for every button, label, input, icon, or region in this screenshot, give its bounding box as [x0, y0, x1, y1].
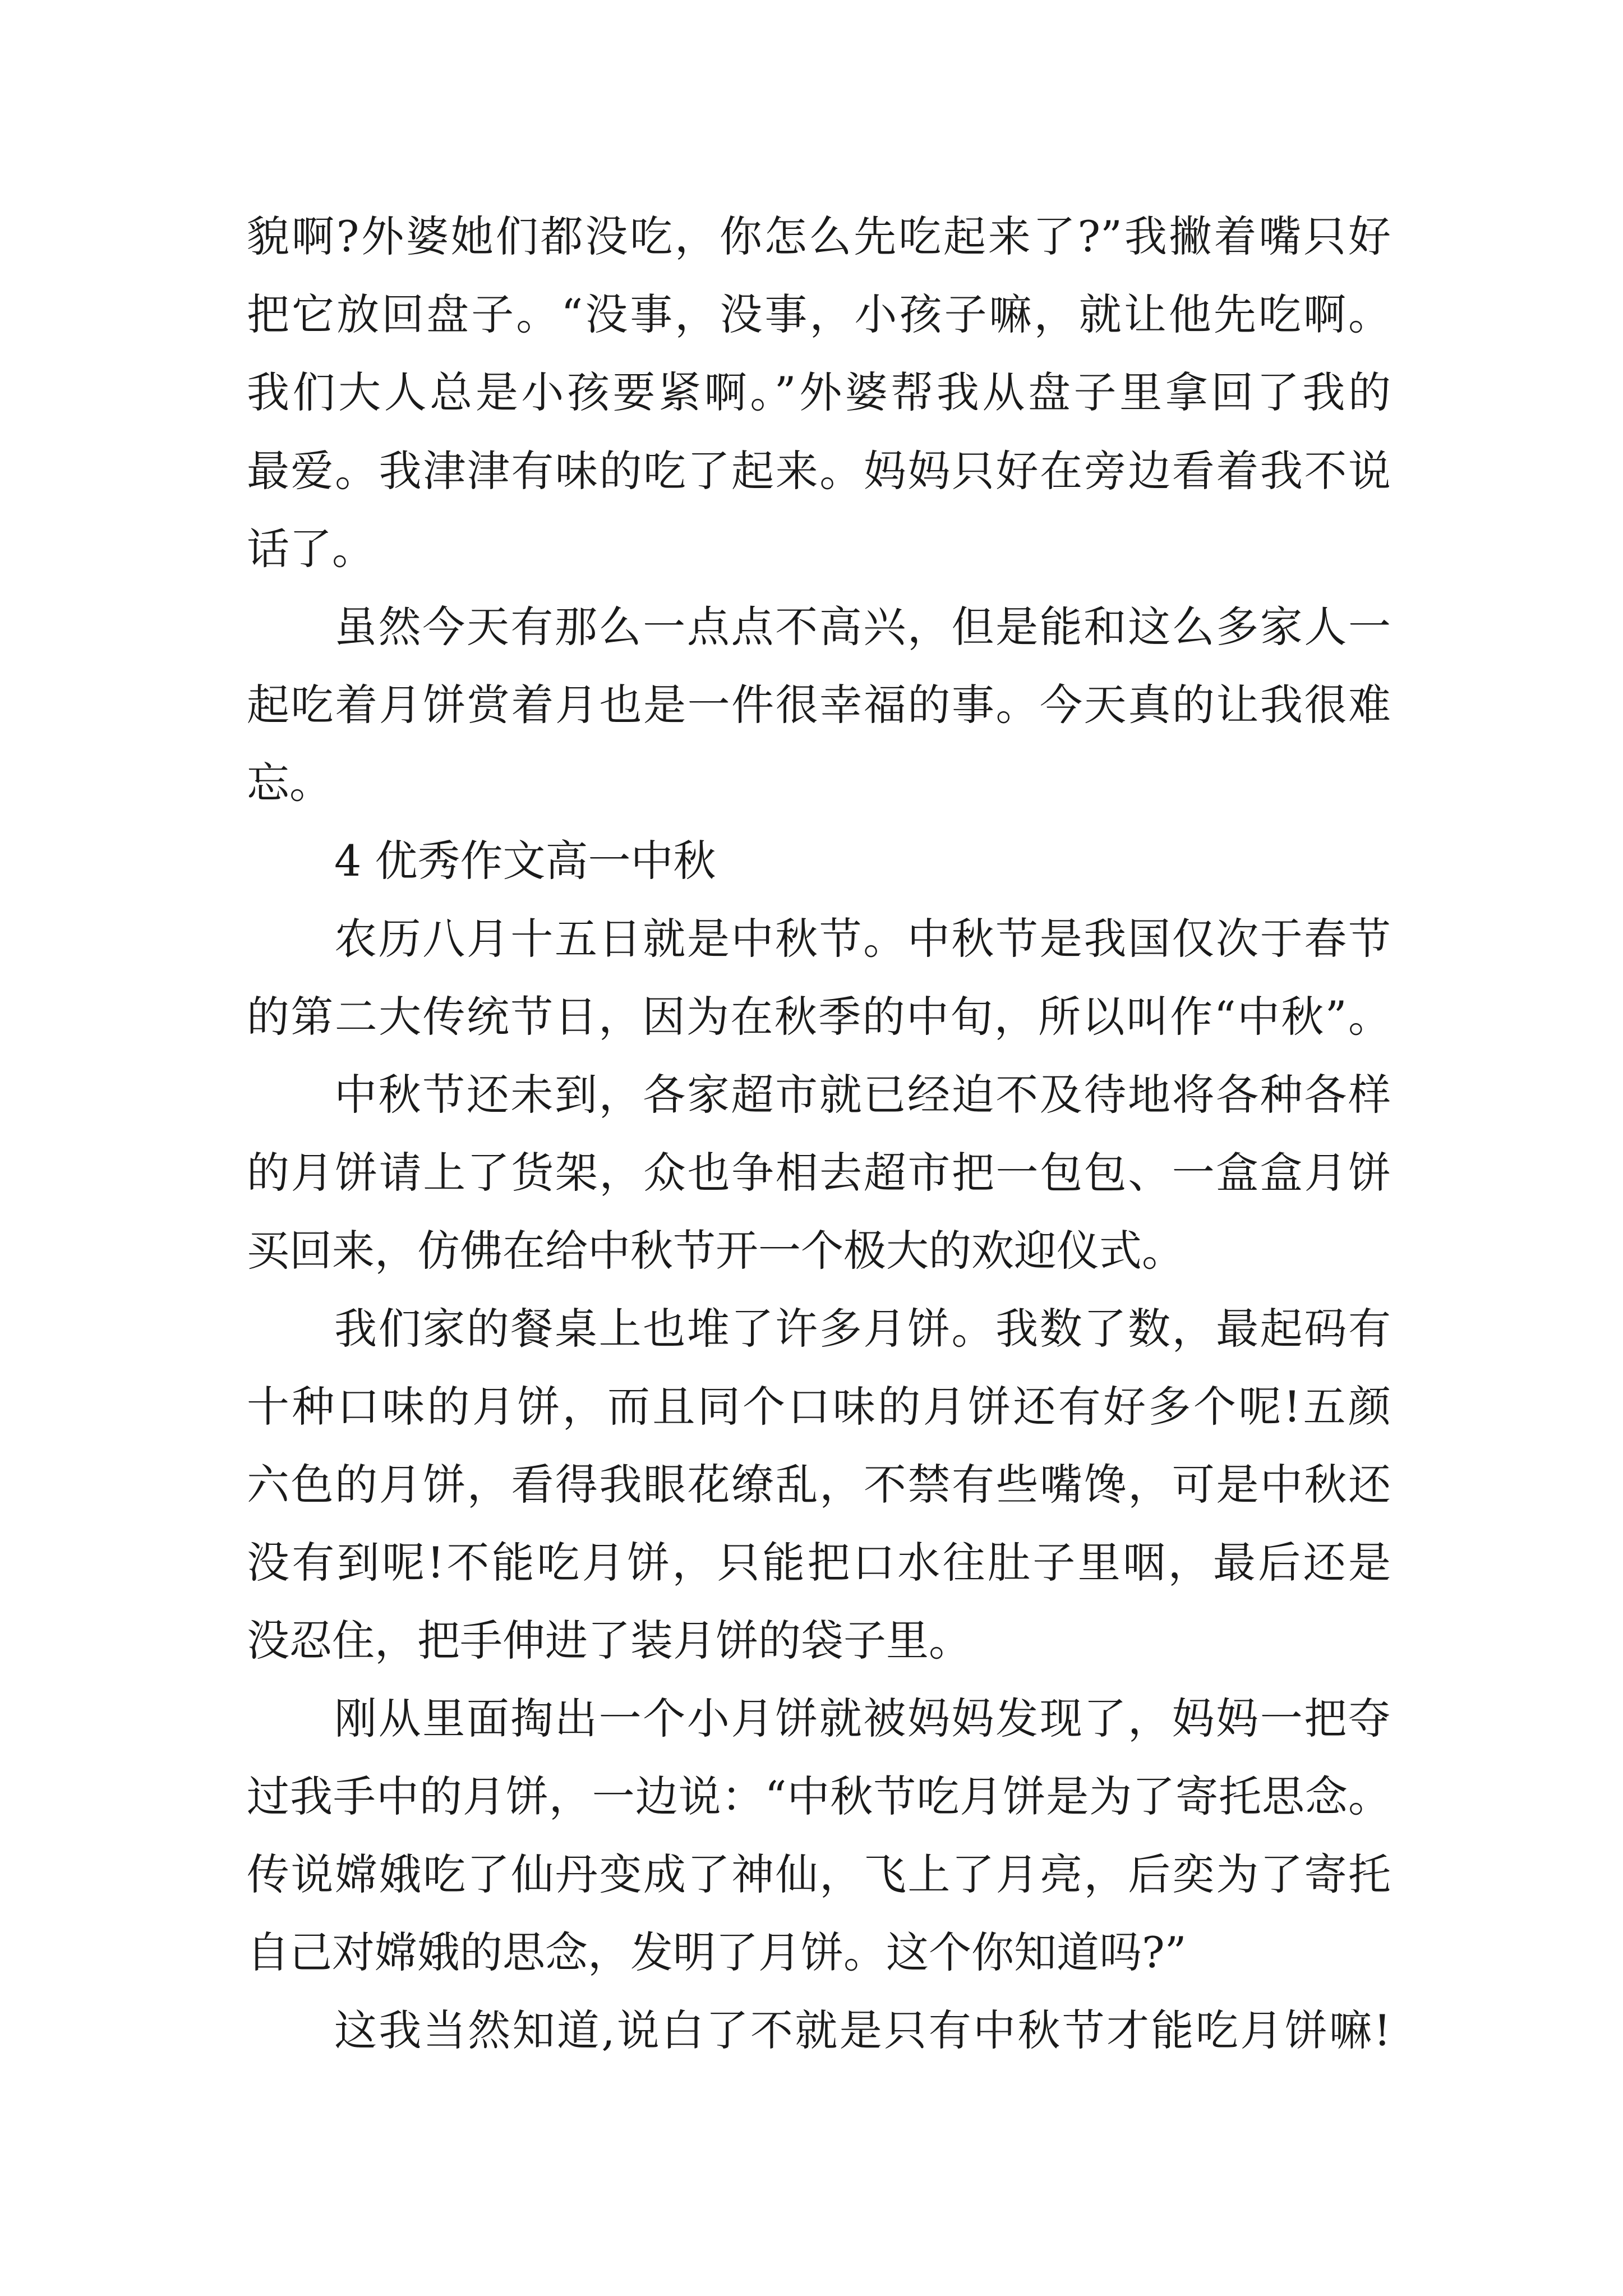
text-line: 话了。 — [247, 524, 375, 574]
paragraph-first-line: 这我当然知道,说白了不就是只有中秋节才能吃月饼嘛! — [334, 2005, 1391, 2055]
paragraph-first-line: 农历八月十五日就是中秋节。中秋节是我国仅次于春节 — [334, 914, 1391, 964]
text-line: 的第二大传统节日，因为在秋季的中旬，所以叫作“中秋”。 — [247, 992, 1391, 1042]
text-line: 过我手中的月饼，一边说：“中秋节吃月饼是为了寄托思念。 — [247, 1772, 1391, 1821]
text-line: 六色的月饼，看得我眼花缭乱，不禁有些嘴馋，可是中秋还 — [247, 1460, 1391, 1510]
text-line: 我们大人总是小孩要紧啊。”外婆帮我从盘子里拿回了我的 — [247, 367, 1391, 417]
text-line: 最爱。我津津有味的吃了起来。妈妈只好在旁边看着我不说 — [247, 446, 1391, 496]
paragraph-first-line: 我们家的餐桌上也堆了许多月饼。我数了数，最起码有 — [334, 1304, 1391, 1354]
text-line: 把它放回盘子。“没事，没事，小孩子嘛，就让他先吃啊。 — [247, 289, 1391, 339]
text-line: 没有到呢!不能吃月饼，只能把口水往肚子里咽，最后还是 — [247, 1538, 1391, 1588]
text-line: 自己对嫦娥的思念，发明了月饼。这个你知道吗?” — [247, 1927, 1187, 1977]
text-line: 忘。 — [247, 758, 332, 808]
text-line: 买回来，仿佛在给中秋节开一个极大的欢迎仪式。 — [247, 1226, 1184, 1276]
text-line: 传说嫦娥吃了仙丹变成了神仙，飞上了月亮，后奕为了寄托 — [247, 1849, 1391, 1899]
text-line: 十种口味的月饼，而且同个口味的月饼还有好多个呢!五颜 — [247, 1382, 1391, 1432]
section-heading: 4 优秀作文高一中秋 — [334, 836, 716, 886]
text-line: 起吃着月饼赏着月也是一件很幸福的事。今天真的让我很难 — [247, 680, 1391, 730]
text-line: 的月饼请上了货架，众也争相去超市把一包包、一盒盒月饼 — [247, 1148, 1391, 1198]
text-line: 貌啊?外婆她们都没吃，你怎么先吃起来了?”我撇着嘴只好 — [247, 211, 1391, 261]
paragraph-first-line: 刚从里面掏出一个小月饼就被妈妈发现了，妈妈一把夺 — [334, 1694, 1391, 1743]
paragraph-first-line: 中秋节还未到，各家超市就已经迫不及待地将各种各样 — [334, 1070, 1391, 1120]
text-line: 没忍住，把手伸进了装月饼的袋子里。 — [247, 1616, 971, 1665]
paragraph-first-line: 虽然今天有那么一点点不高兴，但是能和这么多家人一 — [334, 602, 1391, 652]
